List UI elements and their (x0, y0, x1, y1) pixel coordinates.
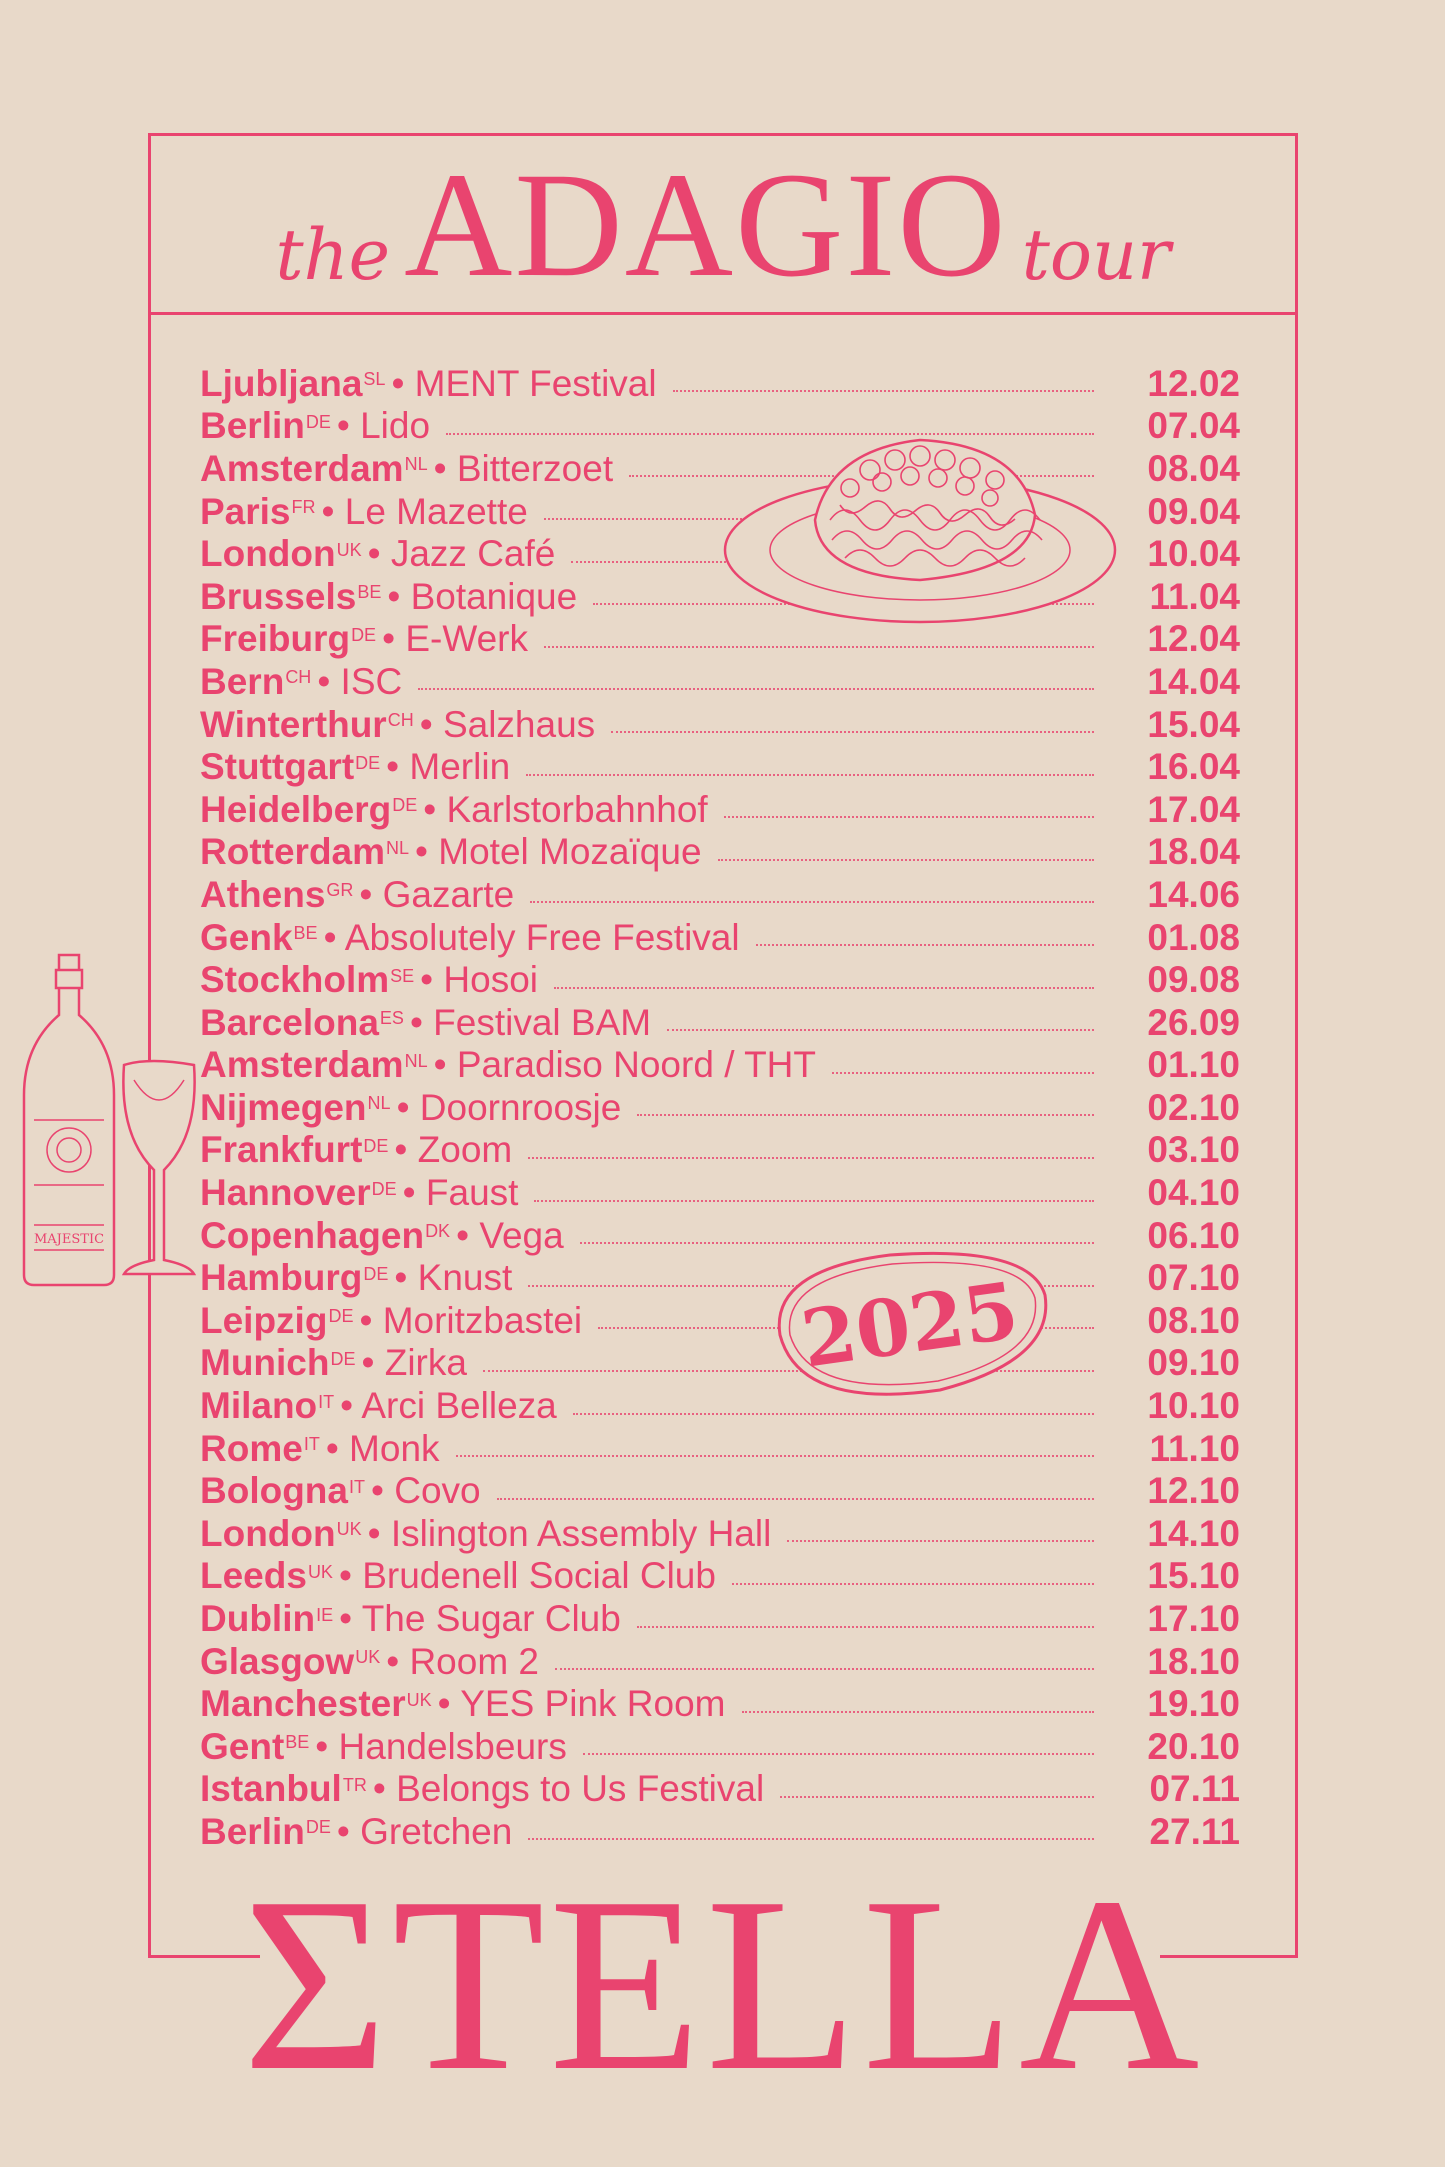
dotted-leader (456, 1455, 1094, 1457)
venue-text: Bitterzoet (456, 447, 614, 489)
country-code: IT (318, 1391, 335, 1412)
venue-text: Absolutely Free Festival (344, 916, 740, 958)
venue-name: • Belongs to Us Festival (372, 1768, 765, 1810)
city-name: Copenhagen (200, 1214, 425, 1256)
venue-text: Merlin (409, 746, 511, 788)
city-name: Athens (200, 873, 326, 915)
venue-name: • Karlstorbahnhof (423, 788, 708, 830)
city-name: Paris (200, 490, 291, 532)
venue-text: Knust (417, 1257, 513, 1299)
country-code: DE (363, 1263, 389, 1284)
country-code: CH (387, 710, 414, 731)
venue-text: Vega (479, 1214, 564, 1256)
dotted-leader (742, 1711, 1094, 1713)
show-date: 09.04 (1147, 490, 1240, 532)
venue-name: • Motel Mozaïque (415, 831, 702, 873)
dotted-leader (667, 1029, 1094, 1031)
venue-name: • Festival BAM (409, 1001, 652, 1043)
show-date: 16.04 (1147, 746, 1240, 788)
dotted-leader (526, 774, 1094, 776)
tour-date-row (200, 745, 1240, 788)
venue-text: Gretchen (360, 1810, 513, 1852)
show-date: 07.10 (1147, 1257, 1240, 1299)
country-code: NL (404, 454, 428, 475)
venue-text: Arci Belleza (361, 1385, 557, 1427)
show-date: 18.10 (1147, 1640, 1240, 1682)
city-name: Hamburg (200, 1257, 363, 1299)
title-divider (150, 312, 1296, 315)
venue-text: Motel Mozaïque (438, 831, 702, 873)
country-code: ES (379, 1008, 404, 1029)
country-code: DE (328, 1306, 354, 1327)
show-date: 12.02 (1147, 362, 1240, 404)
city-name: Heidelberg (200, 788, 392, 830)
venue-text: Zirka (384, 1342, 467, 1384)
venue-text: Room 2 (409, 1640, 540, 1682)
show-date: 07.04 (1147, 405, 1240, 447)
city-name: Leeds (200, 1555, 307, 1597)
city-name: Dublin (200, 1598, 316, 1640)
dotted-leader (637, 1114, 1094, 1116)
dotted-leader (497, 1498, 1094, 1500)
dotted-leader (718, 859, 1094, 861)
city-name: Ljubljana (200, 362, 363, 404)
show-date: 12.10 (1147, 1470, 1240, 1512)
venue-text: Zoom (417, 1129, 513, 1171)
city-name: Winterthur (200, 703, 387, 745)
tour-date-row (200, 1682, 1240, 1725)
tour-date-row (200, 958, 1240, 1001)
city-name: Istanbul (200, 1768, 342, 1810)
venue-name: • Gretchen (336, 1810, 513, 1852)
country-code: GR (326, 880, 354, 901)
show-date: 26.09 (1147, 1001, 1240, 1043)
tour-date-row (200, 1512, 1240, 1555)
city-name: Stuttgart (200, 746, 355, 788)
country-code: NL (367, 1093, 391, 1114)
city-name: Freiburg (200, 618, 351, 660)
venue-text: YES Pink Room (460, 1683, 726, 1725)
dotted-leader (673, 390, 1094, 392)
venue-text: Moritzbastei (382, 1299, 583, 1341)
country-code: IT (348, 1476, 365, 1497)
venue-text: Gazarte (382, 873, 515, 915)
venue-name: • Hosoi (420, 959, 538, 1001)
city-name: Leipzig (200, 1299, 328, 1341)
city-name: Hannover (200, 1172, 371, 1214)
show-date: 17.04 (1147, 788, 1240, 830)
show-date: 20.10 (1147, 1725, 1240, 1767)
tour-date-row (200, 1555, 1240, 1598)
title-prefix: the (275, 214, 391, 296)
venue-name: • Brudenell Social Club (338, 1555, 716, 1597)
country-code: DE (351, 624, 377, 645)
city-name: Brussels (200, 575, 357, 617)
tour-date-row (200, 1171, 1240, 1214)
venue-text: Paradiso Noord / THT (456, 1044, 817, 1086)
show-date: 12.04 (1147, 618, 1240, 660)
show-date: 09.08 (1147, 959, 1240, 1001)
title-main: ADAGIO (404, 142, 1008, 308)
city-name: Berlin (200, 1810, 305, 1852)
country-code: DE (330, 1348, 356, 1369)
city-name: Manchester (200, 1683, 406, 1725)
show-date: 18.04 (1147, 831, 1240, 873)
tour-date-row (200, 873, 1240, 916)
city-name: London (200, 1512, 336, 1554)
country-code: DE (363, 1135, 389, 1156)
country-code: NL (404, 1050, 428, 1071)
venue-name: • Salzhaus (419, 703, 596, 745)
tour-date-row (200, 1640, 1240, 1683)
venue-text: Handelsbeurs (338, 1725, 567, 1767)
show-date: 15.10 (1147, 1555, 1240, 1597)
venue-text: E-Werk (405, 618, 528, 660)
pasta-plate-icon (720, 410, 1120, 640)
venue-name: • Botanique (387, 575, 578, 617)
country-code: UK (406, 1689, 432, 1710)
city-name: Genk (200, 916, 293, 958)
dotted-leader (528, 1157, 1094, 1159)
dotted-leader (534, 1200, 1094, 1202)
venue-name: • Zoom (394, 1129, 513, 1171)
venue-name: • Faust (402, 1172, 519, 1214)
show-date: 19.10 (1147, 1683, 1240, 1725)
venue-text: Jazz Café (390, 533, 556, 575)
tour-title (150, 140, 1296, 308)
venue-name: • Handelsbeurs (315, 1725, 567, 1767)
country-code: DE (305, 411, 331, 432)
dotted-leader (418, 688, 1094, 690)
venue-text: Hosoi (443, 959, 538, 1001)
year-badge-text: 2025 (796, 1264, 1024, 1386)
tour-date-row (200, 1129, 1240, 1172)
venue-text: Monk (349, 1427, 440, 1469)
dotted-leader (554, 987, 1094, 989)
venue-name: • ISC (317, 660, 403, 702)
show-date: 01.10 (1147, 1044, 1240, 1086)
country-code: NL (386, 837, 410, 858)
venue-name: • Vega (456, 1214, 564, 1256)
country-code: DE (355, 752, 381, 773)
country-code: UK (336, 1519, 362, 1540)
venue-text: Karlstorbahnhof (446, 788, 708, 830)
city-name: Milano (200, 1385, 318, 1427)
show-date: 08.10 (1147, 1299, 1240, 1341)
venue-text: MENT Festival (414, 362, 657, 404)
city-name: Rotterdam (200, 831, 386, 873)
bottle-label: MAJESTIC (33, 1232, 105, 1247)
venue-text: Festival BAM (433, 1001, 652, 1043)
city-name: Rome (200, 1427, 303, 1469)
show-date: 07.11 (1149, 1768, 1240, 1810)
dotted-leader (530, 901, 1094, 903)
venue-name: • Paradiso Noord / THT (433, 1044, 817, 1086)
tour-date-row (200, 1214, 1240, 1257)
dotted-leader (555, 1668, 1094, 1670)
tour-date-row (200, 1256, 1240, 1299)
show-date: 14.06 (1147, 873, 1240, 915)
show-date: 27.11 (1149, 1810, 1240, 1852)
tour-date-row (200, 1299, 1240, 1342)
dotted-leader (544, 646, 1094, 648)
show-date: 14.04 (1147, 660, 1240, 702)
show-date: 14.10 (1147, 1512, 1240, 1554)
venue-name: • Lido (336, 405, 431, 447)
tour-date-row (200, 1086, 1240, 1129)
venue-text: Salzhaus (442, 703, 596, 745)
tour-date-row (200, 831, 1240, 874)
city-name: Berlin (200, 405, 305, 447)
show-date: 11.04 (1149, 575, 1240, 617)
dotted-leader (528, 1838, 1094, 1840)
show-date: 10.04 (1147, 533, 1240, 575)
venue-name: • Le Mazette (321, 490, 528, 532)
city-name: Nijmegen (200, 1086, 367, 1128)
dotted-leader (583, 1753, 1094, 1755)
show-date: 02.10 (1147, 1086, 1240, 1128)
tour-date-row (200, 1597, 1240, 1640)
title-suffix: tour (1021, 214, 1171, 296)
show-date: 06.10 (1147, 1214, 1240, 1256)
city-name: Stockholm (200, 959, 390, 1001)
country-code: IT (303, 1434, 320, 1455)
city-name: Gent (200, 1725, 285, 1767)
tour-date-row (200, 703, 1240, 746)
venue-text: Islington Assembly Hall (390, 1512, 772, 1554)
venue-name: • Islington Assembly Hall (367, 1512, 772, 1554)
tour-date-row (200, 788, 1240, 831)
country-code: SL (363, 369, 386, 390)
city-name: Munich (200, 1342, 330, 1384)
city-name: Bologna (200, 1470, 348, 1512)
show-date: 03.10 (1147, 1129, 1240, 1171)
country-code: UK (307, 1561, 333, 1582)
venue-text: Le Mazette (344, 490, 528, 532)
venue-name: • Jazz Café (367, 533, 556, 575)
country-code: UK (336, 539, 362, 560)
dotted-leader (780, 1796, 1094, 1798)
venue-name: • YES Pink Room (437, 1683, 726, 1725)
venue-text: Belongs to Us Festival (396, 1768, 765, 1810)
venue-text: Doornroosje (419, 1086, 622, 1128)
city-name: Bern (200, 660, 285, 702)
country-code: UK (355, 1647, 381, 1668)
venue-name: • The Sugar Club (339, 1598, 621, 1640)
venue-text: Faust (425, 1172, 519, 1214)
country-code: BE (285, 1732, 310, 1753)
show-date: 15.04 (1147, 703, 1240, 745)
city-name: Amsterdam (200, 447, 404, 489)
venue-name: • Bitterzoet (433, 447, 614, 489)
show-date: 01.08 (1147, 916, 1240, 958)
dotted-leader (756, 944, 1094, 946)
dotted-leader (787, 1540, 1094, 1542)
venue-name: • Doornroosje (396, 1086, 622, 1128)
tour-date-row (200, 660, 1240, 703)
tour-date-row (200, 1001, 1240, 1044)
city-name: Glasgow (200, 1640, 355, 1682)
venue-text: ISC (340, 660, 403, 702)
tour-date-row (200, 362, 1240, 405)
venue-name: • Merlin (386, 746, 511, 788)
city-name: Frankfurt (200, 1129, 363, 1171)
tour-date-row (200, 1427, 1240, 1470)
show-date: 17.10 (1147, 1598, 1240, 1640)
dotted-leader (637, 1626, 1094, 1628)
country-code: BE (293, 923, 318, 944)
venue-name: • E-Werk (382, 618, 528, 660)
country-code: DE (392, 795, 418, 816)
venue-name: • Moritzbastei (359, 1299, 583, 1341)
show-date: 09.10 (1147, 1342, 1240, 1384)
venue-text: Lido (360, 405, 431, 447)
tour-date-row (200, 1342, 1240, 1385)
tour-date-row (200, 1044, 1240, 1087)
show-date: 11.10 (1149, 1427, 1240, 1469)
country-code: DK (425, 1221, 451, 1242)
tour-date-row (200, 1768, 1240, 1811)
country-code: FR (291, 497, 316, 518)
dotted-leader (724, 816, 1094, 818)
venue-name: • Arci Belleza (340, 1385, 557, 1427)
country-code: DE (371, 1178, 397, 1199)
dotted-leader (732, 1583, 1094, 1585)
country-code: IE (316, 1604, 334, 1625)
country-code: CH (285, 667, 312, 688)
country-code: DE (305, 1817, 331, 1838)
tour-date-row (200, 1469, 1240, 1512)
dotted-leader (832, 1072, 1094, 1074)
show-date: 10.10 (1147, 1385, 1240, 1427)
venue-name: • Monk (325, 1427, 440, 1469)
venue-name: • Absolutely Free Festival (323, 916, 740, 958)
city-name: London (200, 533, 336, 575)
dotted-leader (611, 731, 1094, 733)
artist-name: ΣTELLA (242, 1846, 1204, 2123)
tour-date-row (200, 916, 1240, 959)
city-name: Barcelona (200, 1001, 379, 1043)
venue-name: • Covo (370, 1470, 481, 1512)
show-date: 08.04 (1147, 447, 1240, 489)
tour-date-row (200, 1384, 1240, 1427)
city-name: Amsterdam (200, 1044, 404, 1086)
venue-text: Covo (394, 1470, 481, 1512)
country-code: TR (342, 1774, 367, 1795)
tour-date-row (200, 1725, 1240, 1768)
show-date: 04.10 (1147, 1172, 1240, 1214)
venue-text: The Sugar Club (361, 1598, 621, 1640)
bottle-and-glass-icon (14, 950, 204, 1300)
country-code: SE (390, 965, 415, 986)
venue-name: • Room 2 (386, 1640, 540, 1682)
venue-name: • Zirka (361, 1342, 467, 1384)
venue-text: Botanique (410, 575, 578, 617)
country-code: BE (357, 582, 382, 603)
venue-name: • MENT Festival (391, 362, 657, 404)
venue-name: • Knust (394, 1257, 513, 1299)
venue-name: • Gazarte (359, 873, 515, 915)
venue-text: Brudenell Social Club (362, 1555, 716, 1597)
